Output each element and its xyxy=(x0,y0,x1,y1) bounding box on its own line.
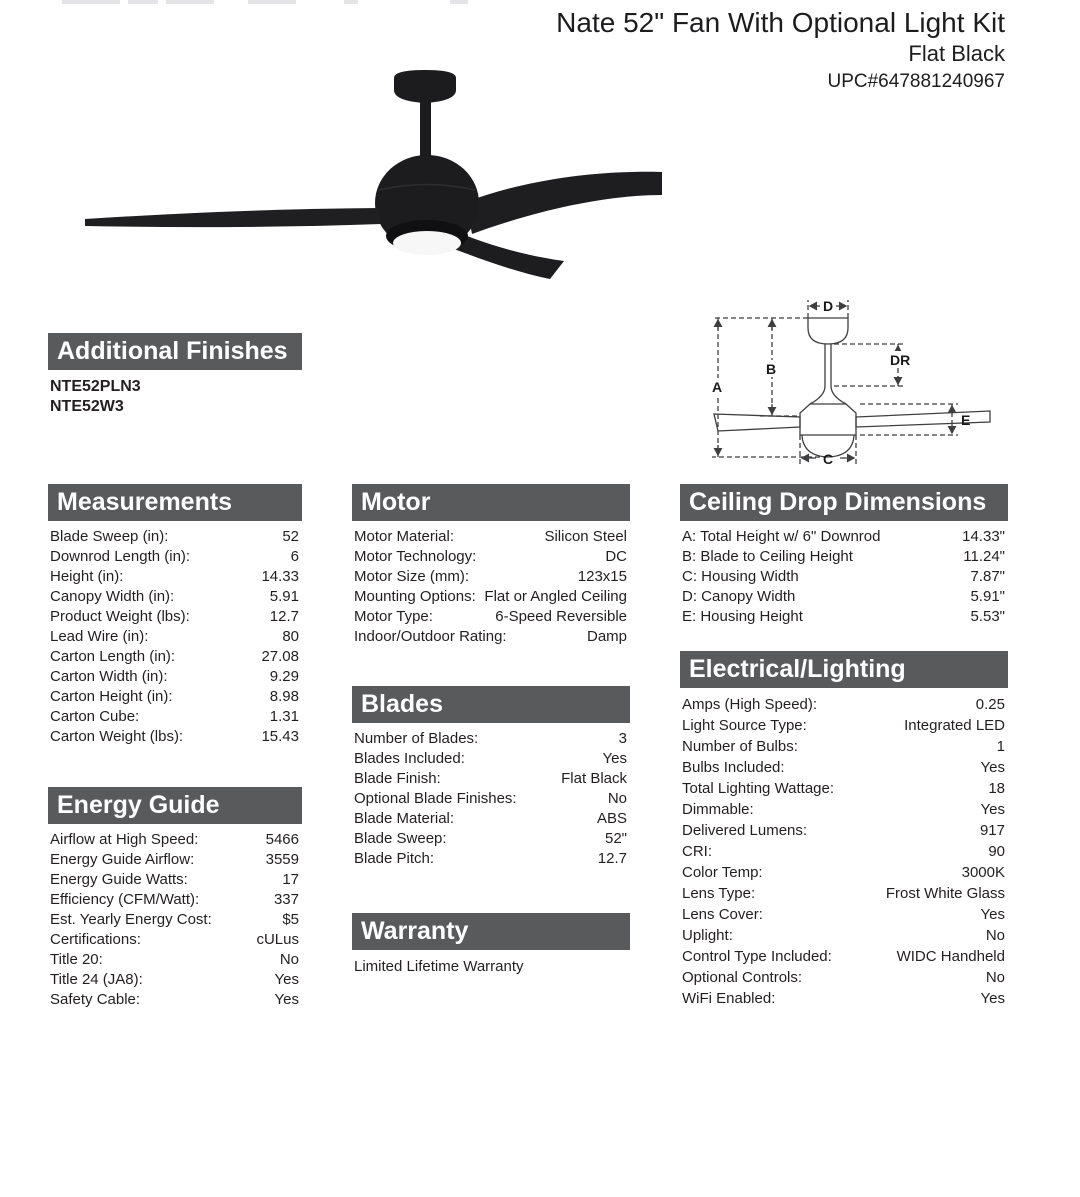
spec-value: Yes xyxy=(274,971,299,988)
spec-value: 27.08 xyxy=(261,648,299,665)
spec-label: Blades Included: xyxy=(354,750,465,767)
spec-label: Carton Weight (lbs): xyxy=(50,728,184,745)
spec-row xyxy=(48,727,302,747)
spec-value: 5.91 xyxy=(269,588,299,605)
spec-value: 52 xyxy=(282,528,299,545)
spec-label: Optional Controls: xyxy=(682,969,803,986)
blades-rows xyxy=(352,729,630,869)
spec-value: No xyxy=(985,927,1005,944)
spec-value: WIDC Handheld xyxy=(896,948,1005,965)
spec-value: Yes xyxy=(980,906,1005,923)
spec-row xyxy=(680,841,1008,862)
spec-row xyxy=(680,715,1008,736)
measurements-section xyxy=(48,484,302,747)
spec-value: 5466 xyxy=(265,831,299,848)
spec-label: Mounting Options: xyxy=(354,588,476,605)
spec-value: Integrated LED xyxy=(904,717,1005,734)
spec-row xyxy=(352,769,630,789)
spec-label: Blade Finish: xyxy=(354,770,441,787)
spec-row xyxy=(352,849,630,869)
diagram-label-dr: DR xyxy=(890,352,911,368)
spec-value: 11.24" xyxy=(963,548,1005,565)
product-title: Nate 52" Fan With Optional Light Kit xyxy=(556,7,1005,38)
cropped-header-remnant xyxy=(0,0,1080,5)
spec-row xyxy=(48,707,302,727)
spec-row xyxy=(48,687,302,707)
energy-guide-section xyxy=(48,787,302,1010)
spec-value: Yes xyxy=(980,990,1005,1007)
spec-value: 0.25 xyxy=(975,696,1005,713)
energy-guide-header: Energy Guide xyxy=(48,787,302,824)
spec-label: Motor Size (mm): xyxy=(354,568,470,585)
fan-product-image xyxy=(70,58,670,368)
spec-label: Dimmable: xyxy=(682,801,754,818)
spec-label: Height (in): xyxy=(50,568,124,585)
spec-label: Airflow at High Speed: xyxy=(50,831,199,848)
spec-label: Product Weight (lbs): xyxy=(50,608,190,625)
spec-row xyxy=(352,607,630,627)
spec-label: Canopy Width (in): xyxy=(50,588,175,605)
spec-row xyxy=(680,862,1008,883)
spec-row xyxy=(48,890,302,910)
spec-label: Bulbs Included: xyxy=(682,759,785,776)
diagram-label-c: C xyxy=(823,451,834,467)
additional-finishes-section xyxy=(48,333,302,417)
spec-row xyxy=(680,778,1008,799)
motor-section xyxy=(352,484,630,647)
spec-row xyxy=(48,850,302,870)
spec-row xyxy=(680,736,1008,757)
spec-value: 6-Speed Reversible xyxy=(495,608,627,625)
spec-row xyxy=(48,970,302,990)
spec-value: 12.7 xyxy=(597,850,627,867)
spec-value: 5.91" xyxy=(970,588,1005,605)
spec-row xyxy=(48,627,302,647)
spec-value: No xyxy=(279,951,299,968)
spec-value: Yes xyxy=(602,750,627,767)
fan-blade-right xyxy=(466,172,662,234)
warranty-text: Limited Lifetime Warranty xyxy=(354,958,524,975)
blades-header: Blades xyxy=(352,686,630,723)
diagram-housing xyxy=(800,404,856,435)
spec-label: Blade Sweep: xyxy=(354,830,447,847)
spec-value: No xyxy=(985,969,1005,986)
spec-value: 14.33 xyxy=(261,568,299,585)
spec-row xyxy=(680,694,1008,715)
spec-label: Number of Blades: xyxy=(354,730,479,747)
spec-value: 3559 xyxy=(265,851,299,868)
spec-value: 18 xyxy=(988,780,1005,797)
spec-row xyxy=(680,527,1008,547)
spec-row xyxy=(352,567,630,587)
measurements-rows xyxy=(48,527,302,747)
spec-value: 3 xyxy=(618,730,627,747)
spec-label: B: Blade to Ceiling Height xyxy=(682,548,853,565)
ceiling-drop-section xyxy=(680,484,1008,627)
spec-row xyxy=(352,527,630,547)
fan-downrod xyxy=(420,102,431,160)
spec-value: 123x15 xyxy=(577,568,627,585)
spec-row xyxy=(352,829,630,849)
spec-row xyxy=(48,910,302,930)
spec-label: Certifications: xyxy=(50,931,141,948)
spec-row xyxy=(352,749,630,769)
diagram-canopy xyxy=(808,318,848,344)
spec-label: Est. Yearly Energy Cost: xyxy=(50,911,212,928)
spec-label: A: Total Height w/ 6" Downrod xyxy=(682,528,881,545)
spec-label: Blade Material: xyxy=(354,810,455,827)
spec-label: Control Type Included: xyxy=(682,948,832,965)
product-finish: Flat Black xyxy=(908,41,1005,66)
spec-label: Title 24 (JA8): xyxy=(50,971,143,988)
spec-label: Blade Sweep (in): xyxy=(50,528,169,545)
spec-label: E: Housing Height xyxy=(682,608,803,625)
spec-value: No xyxy=(607,790,627,807)
spec-label: D: Canopy Width xyxy=(682,588,796,605)
spec-row xyxy=(352,627,630,647)
spec-row xyxy=(680,567,1008,587)
spec-value: 1.31 xyxy=(269,708,299,725)
diagram-label-a: A xyxy=(712,379,723,395)
spec-label: Motor Material: xyxy=(354,528,455,545)
spec-value: DC xyxy=(605,548,627,565)
spec-row xyxy=(48,990,302,1010)
spec-value: Silicon Steel xyxy=(544,528,627,545)
spec-label: Blade Pitch: xyxy=(354,850,435,867)
spec-row xyxy=(48,587,302,607)
electrical-header: Electrical/Lighting xyxy=(680,651,1008,688)
spec-value: 17 xyxy=(282,871,299,888)
spec-row xyxy=(48,607,302,627)
dimension-diagram xyxy=(700,288,1000,478)
spec-row xyxy=(680,757,1008,778)
spec-label: Energy Guide Watts: xyxy=(50,871,188,888)
energy-guide-rows xyxy=(48,830,302,1010)
spec-value: ABS xyxy=(596,810,627,827)
spec-row xyxy=(48,930,302,950)
spec-row xyxy=(48,950,302,970)
spec-value: 52" xyxy=(604,830,627,847)
spec-row xyxy=(680,946,1008,967)
spec-row xyxy=(48,667,302,687)
finish-item: NTE52PLN3 xyxy=(50,378,141,395)
spec-row xyxy=(680,587,1008,607)
fan-canopy xyxy=(394,70,456,103)
spec-label: Number of Bulbs: xyxy=(682,738,798,755)
spec-label: Total Lighting Wattage: xyxy=(682,780,835,797)
spec-row xyxy=(48,647,302,667)
spec-label: Color Temp: xyxy=(682,864,763,881)
spec-label: Motor Type: xyxy=(354,608,433,625)
spec-value: cULus xyxy=(256,931,299,948)
spec-value: 1 xyxy=(996,738,1005,755)
spec-value: Frost White Glass xyxy=(885,885,1005,902)
spec-label: Amps (High Speed): xyxy=(682,696,818,713)
measurements-header: Measurements xyxy=(48,484,302,521)
spec-label: Lens Type: xyxy=(682,885,756,902)
spec-row xyxy=(48,567,302,587)
spec-label: Lens Cover: xyxy=(682,906,763,923)
fan-light-lens xyxy=(393,231,461,255)
diagram-label-d: D xyxy=(823,298,834,314)
ceiling-drop-header: Ceiling Drop Dimensions xyxy=(680,484,1008,521)
spec-row xyxy=(680,988,1008,1009)
spec-label: Carton Width (in): xyxy=(50,668,168,685)
spec-value: $5 xyxy=(282,911,299,928)
warranty-section xyxy=(352,913,630,977)
spec-label: Carton Length (in): xyxy=(50,648,176,665)
spec-row xyxy=(680,967,1008,988)
spec-label: Uplight: xyxy=(682,927,733,944)
spec-value: Flat Black xyxy=(561,770,627,787)
spec-row xyxy=(680,799,1008,820)
spec-row xyxy=(680,607,1008,627)
spec-value: 8.98 xyxy=(269,688,299,705)
spec-row xyxy=(352,809,630,829)
spec-label: Carton Cube: xyxy=(50,708,140,725)
spec-value: 12.7 xyxy=(269,608,299,625)
spec-label: Safety Cable: xyxy=(50,991,141,1008)
spec-value: Flat or Angled Ceiling xyxy=(484,588,627,605)
spec-label: Light Source Type: xyxy=(682,717,807,734)
spec-value: 337 xyxy=(273,891,299,908)
spec-value: 7.87" xyxy=(970,568,1005,585)
electrical-section xyxy=(680,651,1008,1009)
blades-section xyxy=(352,686,630,869)
spec-value: 3000K xyxy=(961,864,1005,881)
spec-label: WiFi Enabled: xyxy=(682,990,776,1007)
diagram-label-b: B xyxy=(766,361,777,377)
spec-label: Downrod Length (in): xyxy=(50,548,191,565)
spec-value: Yes xyxy=(980,801,1005,818)
spec-label: Optional Blade Finishes: xyxy=(354,790,517,807)
spec-row xyxy=(352,587,630,607)
spec-label: C: Housing Width xyxy=(682,568,799,585)
fan-blade-left xyxy=(85,208,381,227)
spec-row xyxy=(352,547,630,567)
motor-rows xyxy=(352,527,630,647)
finish-list xyxy=(48,377,302,417)
spec-row xyxy=(48,527,302,547)
spec-label: Indoor/Outdoor Rating: xyxy=(354,628,507,645)
spec-label: Carton Height (in): xyxy=(50,688,173,705)
spec-value: 6 xyxy=(290,548,299,565)
spec-value: Damp xyxy=(586,628,627,645)
spec-row xyxy=(680,904,1008,925)
spec-value: 5.53" xyxy=(970,608,1005,625)
spec-row xyxy=(48,870,302,890)
spec-value: Yes xyxy=(274,991,299,1008)
spec-row xyxy=(680,820,1008,841)
spec-value: 9.29 xyxy=(269,668,299,685)
spec-row xyxy=(680,547,1008,567)
spec-label: CRI: xyxy=(682,843,712,860)
spec-value: 15.43 xyxy=(261,728,299,745)
finish-item: NTE52W3 xyxy=(50,398,124,415)
spec-row xyxy=(680,883,1008,904)
warranty-header: Warranty xyxy=(352,913,630,950)
spec-row xyxy=(48,830,302,850)
spec-label: Efficiency (CFM/Watt): xyxy=(50,891,200,908)
electrical-rows xyxy=(680,694,1008,1009)
spec-row xyxy=(352,729,630,749)
spec-value: 14.33" xyxy=(962,528,1005,545)
spec-value: 917 xyxy=(979,822,1005,839)
spec-label: Motor Technology: xyxy=(354,548,477,565)
spec-label: Lead Wire (in): xyxy=(50,628,149,645)
spec-label: Delivered Lumens: xyxy=(682,822,808,839)
spec-row xyxy=(48,547,302,567)
motor-header: Motor xyxy=(352,484,630,521)
product-upc: UPC#647881240967 xyxy=(827,71,1005,92)
spec-label: Energy Guide Airflow: xyxy=(50,851,195,868)
spec-value: 80 xyxy=(282,628,299,645)
spec-value: 90 xyxy=(988,843,1005,860)
spec-value: Yes xyxy=(980,759,1005,776)
spec-label: Title 20: xyxy=(50,951,103,968)
diagram-label-e: E xyxy=(961,412,971,428)
spec-row xyxy=(352,789,630,809)
spec-row xyxy=(680,925,1008,946)
additional-finishes-header: Additional Finishes xyxy=(48,333,302,370)
ceiling-drop-rows xyxy=(680,527,1008,627)
